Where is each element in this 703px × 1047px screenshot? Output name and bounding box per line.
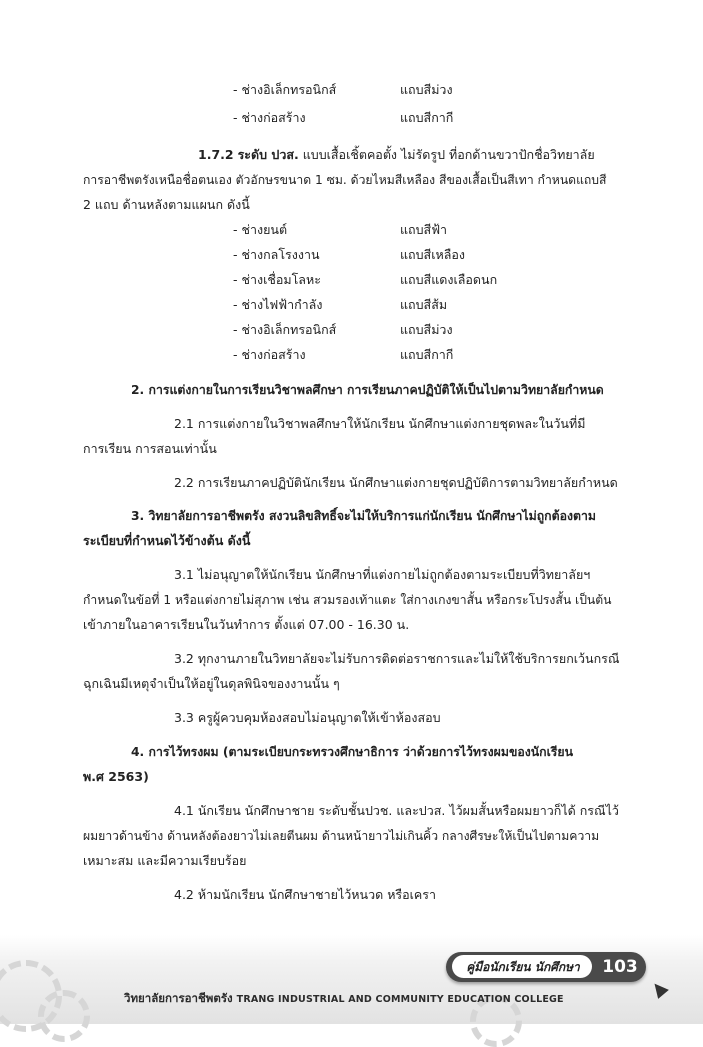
- list-item-color: แถบสีม่วง: [400, 82, 453, 97]
- list-item: - ช่างยนต์: [233, 222, 288, 237]
- list-item: - ช่างกลโรงงาน: [233, 247, 320, 262]
- paragraph-2-2: 2.2 การเรียนภาคปฏิบัตินักเรียน นักศึกษาแต่งกายชุดปฏิบัติการตามวิทยาลัยกำหนด: [174, 475, 618, 490]
- section-text: แบบเสื้อเชิ้ตคอตั้ง ไม่รัดรูป ที่อกด้านขวาปักชื่อวิทยาลัย: [302, 147, 595, 162]
- section-3-heading-line-1: 3. วิทยาลัยการอาชีพตรัง สงวนลิขสิทธิ์จะไม่ให้บริการแก่นักเรียน นักศึกษาไม่ถูกต้องตาม: [131, 509, 596, 523]
- paragraph-4-1-line-1: 4.1 นักเรียน นักศึกษาชาย ระดับชั้นปวช. และปวส. ไว้ผมสั้นหรือผมยาวก็ได้ กรณีไว้: [174, 803, 619, 818]
- paragraph-2-1-line-1: 2.1 การแต่งกายในวิชาพลศึกษาให้นักเรียน นักศึกษาแต่งกายชุดพละในวันที่มี: [174, 416, 586, 431]
- paragraph-3-2-line-1: 3.2 ทุกงานภายในวิทยาลัยจะไม่รับการติดต่อราชการและไม่ให้ใช้บริการยกเว้นกรณี: [174, 651, 620, 666]
- footer-college-name: [124, 990, 564, 1008]
- college-name-thai: วิทยาลัยการอาชีพตรัง: [124, 991, 233, 1005]
- paragraph-3-2-line-2: ฉุกเฉินมีเหตุจำเป็นให้อยู่ในดุลพินิจของงานนั้น ๆ: [83, 676, 340, 691]
- list-item-color: แถบสีกากี: [400, 347, 454, 362]
- paragraph-3-1-line-3: เข้าภายในอาคารเรียนในวันทำการ ตั้งแต่ 07.00 - 16.30 น.: [83, 617, 410, 632]
- section-2-heading: 2. การแต่งกายในการเรียนวิชาพลศึกษา การเรียนภาคปฏิบัติให้เป็นไปตามวิทยาลัยกำหนด: [131, 383, 604, 397]
- section-number: 1.7.2: [198, 147, 234, 162]
- paragraph-2-1-line-2: การเรียน การสอนเท่านั้น: [83, 441, 217, 456]
- section-172-line-2: การอาชีพตรังเหนือชื่อตนเอง ตัวอักษรขนาด 1 ซม. ด้วยไหมสีเหลือง สีของเสื้อเป็นสีเทา กำหนดแถบสี: [83, 173, 607, 187]
- section-3-heading-line-2: ระเบียบที่กำหนดไว้ข้างต้น ดังนี้: [83, 533, 251, 548]
- list-item-color: แถบสีกากี: [400, 110, 454, 125]
- list-item: - ช่างก่อสร้าง: [233, 110, 306, 125]
- section-4-heading-line-1: 4. การไว้ทรงผม (ตามระเบียบกระทรวงศึกษาธิการ ว่าด้วยการไว้ทรงผมของนักเรียน: [131, 745, 574, 759]
- list-item: - ช่างไฟฟ้ากำลัง: [233, 297, 323, 312]
- list-item-color: แถบสีส้ม: [400, 297, 448, 312]
- section-172-line-1: [198, 146, 595, 164]
- paragraph-4-2: 4.2 ห้ามนักเรียน นักศึกษาชายไว้หนวด หรือเครา: [174, 887, 437, 902]
- book-title: คู่มือนักเรียน นักศึกษา: [466, 960, 580, 974]
- paragraph-3-3: 3.3 ครูผู้ควบคุมห้องสอบไม่อนุญาตให้เข้าห้องสอบ: [174, 710, 441, 725]
- list-item: - ช่างเชื่อมโลหะ: [233, 272, 321, 287]
- section-172-line-3: 2 แถบ ด้านหลังตามแผนก ดังนี้: [83, 197, 250, 212]
- list-item: - ช่างอิเล็กทรอนิกส์: [233, 322, 337, 337]
- college-name-english: TRANG INDUSTRIAL AND COMMUNITY EDUCATION COLLEGE: [236, 994, 564, 1005]
- list-item-color: แถบสีฟ้า: [400, 222, 448, 237]
- paragraph-3-1-line-2: กำหนดในข้อที่ 1 หรือแต่งกายไม่สุภาพ เช่น สวมรองเท้าแตะ ใส่กางเกงขาสั้น หรือกระโปรงสั้น เป็นต้น: [83, 593, 612, 607]
- paragraph-3-1-line-1: 3.1 ไม่อนุญาตให้นักเรียน นักศึกษาที่แต่งกายไม่ถูกต้องตามระเบียบที่วิทยาลัยฯ: [174, 567, 591, 582]
- gear-icon: [38, 990, 90, 1042]
- list-item-color: แถบสีเหลือง: [400, 247, 465, 262]
- list-item-color: แถบสีแดงเลือดนก: [400, 272, 498, 287]
- list-item: - ช่างอิเล็กทรอนิกส์: [233, 82, 337, 97]
- page-number: 103: [602, 957, 638, 977]
- section-level: ระดับ ปวส.: [237, 147, 299, 162]
- section-4-heading-line-2: พ.ศ 2563): [83, 769, 149, 784]
- list-item: - ช่างก่อสร้าง: [233, 347, 306, 362]
- list-item-color: แถบสีม่วง: [400, 322, 453, 337]
- paragraph-4-1-line-2: ผมยาวด้านข้าง ด้านหลังต้องยาวไม่เลยตีนผม ด้านหน้ายาวไม่เกินคิ้ว กลางศีรษะให้เป็นไปตามความ: [83, 829, 600, 843]
- paragraph-4-1-line-3: เหมาะสม และมีความเรียบร้อย: [83, 853, 247, 868]
